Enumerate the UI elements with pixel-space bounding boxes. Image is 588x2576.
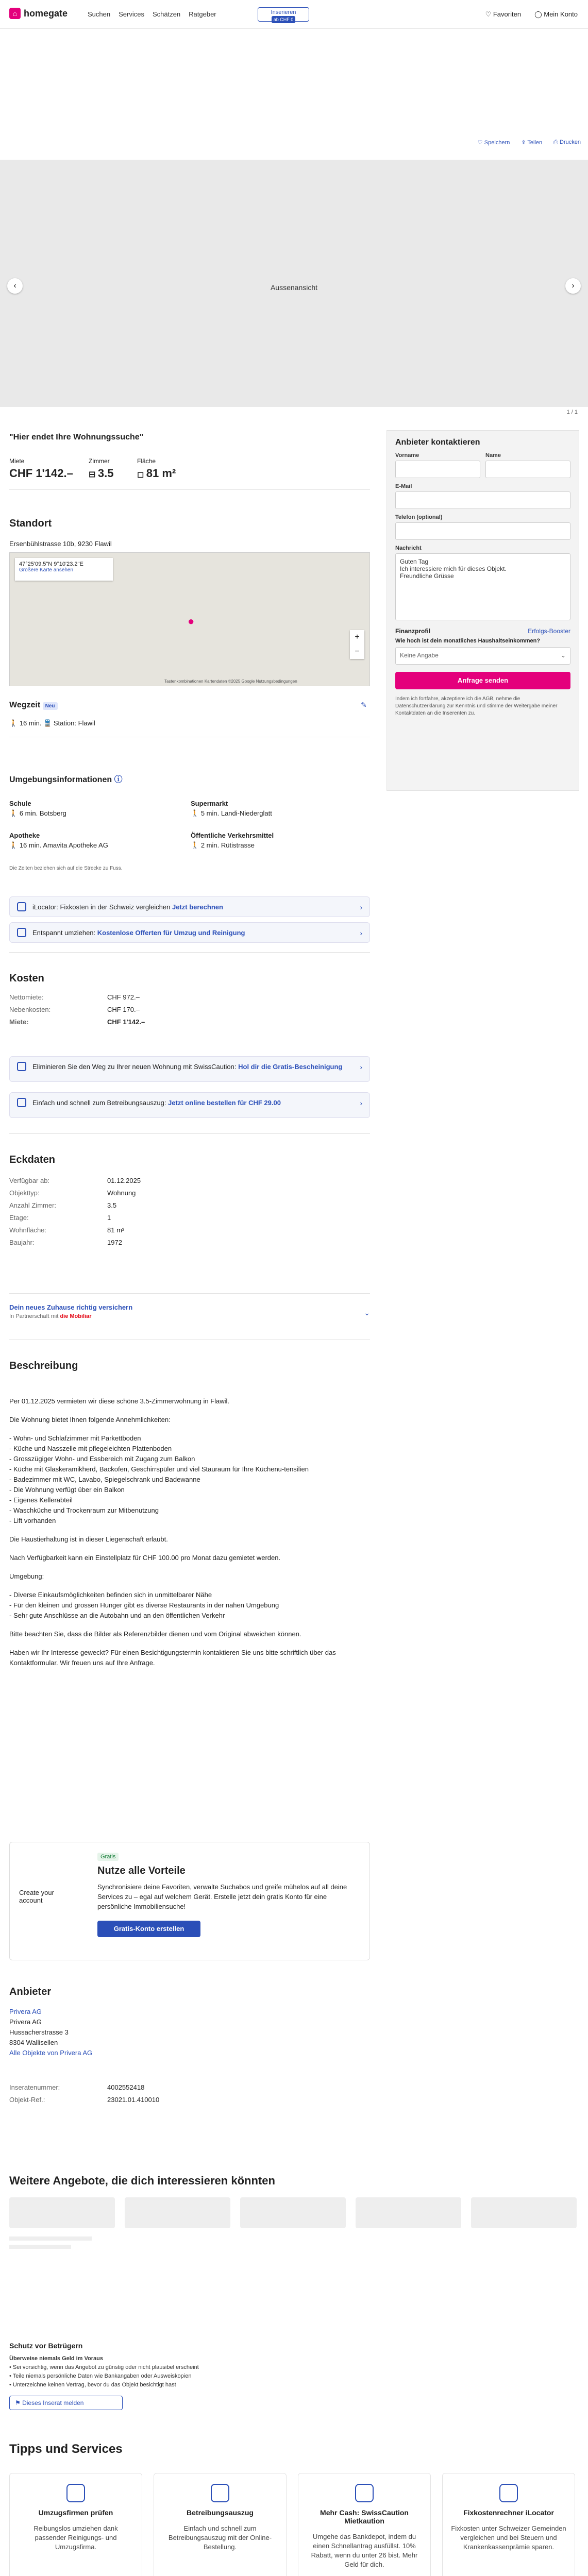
map-zoom-controls [350, 630, 364, 659]
insert-button[interactable]: Inserieren ab CHF 0 [258, 7, 309, 22]
cash-icon [355, 2484, 374, 2502]
rent-value: CHF 1'142.– [9, 467, 73, 480]
offer-placeholder[interactable] [356, 2197, 461, 2228]
surrounding-pharmacy: Apotheke 🚶 16 min. Amavita Apotheke AG [9, 832, 108, 849]
create-account-button[interactable]: Gratis-Konto erstellen [97, 1921, 200, 1937]
walk-icon: 🚶 [9, 841, 20, 849]
offer-placeholder-line [9, 2236, 92, 2241]
truck-icon [66, 2484, 85, 2502]
surroundings-note: Die Zeiten beziehen sich auf die Strecke zu Fuss. [9, 866, 123, 871]
area-label: Fläche [137, 457, 156, 465]
main-nav [88, 10, 216, 18]
image-gallery[interactable] [0, 160, 588, 407]
fraud-title: Schutz vor Betrügern [9, 2342, 83, 2350]
favorites-link[interactable]: ♡ Favoriten [485, 10, 522, 18]
info-icon[interactable]: ⓘ [114, 775, 123, 784]
detail-row: Verfügbar ab: 01.12.2025 [9, 1177, 141, 1184]
finance-booster-link[interactable]: Erfolgs-Booster [528, 628, 570, 635]
nav-estimate[interactable]: Schätzen [152, 10, 181, 18]
advertiser-title: Anbieter [9, 1986, 52, 1997]
surroundings-title: Umgebungsinformationen ⓘ [9, 775, 123, 784]
walk-icon: 🚶 [9, 719, 20, 727]
save-button[interactable]: ♡ Speichern [477, 140, 510, 146]
walk-icon: 🚶 [191, 809, 201, 817]
first-name-input[interactable] [395, 461, 480, 478]
truck-icon [17, 928, 26, 937]
account-promo-text: Synchronisiere deine Favoriten, verwalte Suchabos und greife mühelos auf all deine Services zu – egal auf welchem Gerät. Erstelle jetzt dein gratis Konto für eine persönliche Immobiliensuche! [97, 1883, 347, 1910]
user-icon: ◯ [534, 10, 544, 18]
phone-input[interactable] [395, 522, 570, 540]
flag-icon: ⚑ [15, 2399, 23, 2406]
document-icon [211, 2484, 229, 2502]
gallery-prev-button[interactable] [7, 278, 23, 294]
free-badge: Gratis [97, 1853, 119, 1861]
detail-row: Wohnfläche: 81 m² [9, 1226, 125, 1234]
insurance-banner[interactable]: Dein neues Zuhause richtig versichern In Partnerschaft mit die Mobiliar ⌄ [9, 1303, 370, 1319]
share-icon: ⇪ [521, 140, 528, 146]
rent-label: Miete [9, 457, 25, 465]
chevron-down-icon: ⌄ [560, 652, 566, 659]
location-title: Standort [9, 518, 52, 529]
map-pin-icon: ● [188, 615, 195, 628]
advertiser-row: Inseratenummer: 4002552418 [9, 2083, 145, 2091]
chevron-right-icon: › [360, 929, 362, 937]
account-promo-title: Nutze alle Vorteile [97, 1865, 186, 1876]
chevron-right-icon: › [360, 903, 362, 911]
walk-icon: 🚶 [9, 809, 20, 817]
promo-ilocator[interactable]: iLocator: Fixkosten in der Schweiz vergleichen Jetzt berechnen › [9, 896, 370, 917]
map[interactable] [9, 552, 370, 686]
site-header [0, 0, 588, 29]
offer-placeholder[interactable] [9, 2197, 115, 2228]
account-promo [9, 1842, 370, 1960]
walk-icon: 🚶 [191, 841, 201, 849]
calculator-icon [17, 902, 26, 911]
gallery-counter: 1 / 1 [566, 409, 578, 415]
nav-search[interactable]: Suchen [88, 10, 111, 18]
chevron-left-icon: ‹ [13, 281, 16, 290]
chevron-down-icon: ⌄ [364, 1309, 370, 1317]
more-offers-title: Weitere Angebote, die dich interessieren könnten [9, 2174, 275, 2187]
details-title: Eckdaten [9, 1154, 55, 1165]
email-input[interactable] [395, 492, 570, 509]
description-title: Beschreibung [9, 1360, 78, 1371]
offer-placeholder[interactable] [125, 2197, 230, 2228]
account-link[interactable]: ◯ Mein Konto [534, 10, 578, 18]
account-promo-left: Create your account [19, 1889, 54, 1904]
more-offers-carousel[interactable] [9, 2197, 579, 2275]
listing-actions [478, 139, 581, 146]
costs-table [9, 991, 215, 1028]
zoom-out-button[interactable]: − [355, 647, 360, 656]
edit-route-icon[interactable]: ✎ [361, 701, 367, 709]
offer-placeholder[interactable] [471, 2197, 577, 2228]
door-icon: ⊟ [89, 470, 98, 479]
advertiser-info: Privera AG Privera AG Hussacherstrasse 3 8304 Wallisellen Alle Objekte von Privera AG [9, 2007, 92, 2058]
new-badge: Neu [43, 702, 58, 710]
advertiser-table [9, 2081, 215, 2106]
insert-badge: ab CHF 0 [272, 16, 296, 23]
document-icon [17, 1062, 26, 1071]
last-name-input[interactable] [485, 461, 570, 478]
chevron-right-icon: › [572, 281, 575, 290]
detail-row: Etage: 1 [9, 1214, 111, 1222]
print-button[interactable]: ⎙ Drucken [553, 139, 581, 145]
cost-row: Miete: CHF 1'142.– [9, 1018, 145, 1026]
message-textarea[interactable]: Guten Tag Ich interessiere mich für dieses Objekt. Freundliche Grüsse [395, 553, 570, 620]
advertiser-row: Objekt-Ref.: 23021.01.410010 [9, 2096, 160, 2104]
detail-row: Anzahl Zimmer: 3.5 [9, 1201, 117, 1209]
listing-title: "Hier endet Ihre Wohnungssuche" [9, 433, 144, 442]
contact-legal: Indem ich fortfahre, akzeptiere ich die AGB, nehme die Datenschutzerklärung zur Kenntnis und stimme der Weitergabe meiner Kontaktdaten an die Inserenten zu. [395, 696, 558, 716]
description-text: Per 01.12.2025 vermieten wir diese schöne 3.5-Zimmerwohnung in Flawil. Die Wohnung bietet Ihnen folgende Annehmlichkeiten: - Wohn- und Schlafzimmer mit Parkettboden - Küche und Nasszelle mit pflegeleichten Plattenboden - Grosszügiger Wohn- und Essbereich mit Zugang zum Balkon - Küche mit Glaskeramikherd, Backofen, Geschirrspüler und viel Stauraum für Ihre Küchenu-tensilien - Badezimmer mit WC, Lavabo, Spiegelschrank und Badewanne - Die Wohnung verfügt über ein Balkon - Eigenes Kellerabteil - Waschküche und Trockenraum zur Mitbenutzung - Lift vorhanden Die Haustierhaltung ist in dieser Liegenschaft erlaubt. Nach Verfügbarkeit kann ein Einstellplatz für CHF 100.00 pro Monat dazu gemietet werden. Umgebung: - Diverse Einkaufsmöglichkeiten befinden sich in unmittelbarer Nähe - Für den kleinen und grossen Hunger gibt es diverse Restaurants in der nahen Umgebung - Sehr gute Anschlüsse an die Autobahn und an den öffentlichen Verkehr Bitte beachten Sie, dass die Bilder als Referenzbilder dienen und vom Original abweichen können. Haben wir Ihr Interesse geweckt? Für einen Besichtigungstermin kontaktieren Sie uns bitte schriftlich über das Kontaktformular. Wir freuen uns auf Ihre Anfrage. [9, 1397, 336, 1667]
detail-row: Baujahr: 1972 [9, 1239, 122, 1246]
tip-card-deposit: Mehr Cash: SwissCaution Mietkaution Umgehe das Bankdepot, indem du einen Schnellantrag ausfüllst. 10% Rabatt, wenn du unter 26 bist. Mehr Geld für dich. [298, 2473, 431, 2576]
map-info-box [15, 558, 113, 581]
surrounding-transport: Öffentliche Verkehrsmittel 🚶 2 min. Rütistrasse [191, 832, 274, 849]
area-icon: ◻ [137, 470, 146, 479]
cost-row: Nebenkosten: CHF 170.– [9, 1006, 140, 1013]
nav-guide[interactable]: Ratgeber [189, 10, 216, 18]
all-objects-link[interactable]: Alle Objekte von Privera AG [9, 2049, 93, 2057]
details-table [9, 1175, 215, 1249]
bigger-map-link[interactable]: Größere Karte ansehen [19, 567, 74, 573]
gallery-label: Aussenansicht [270, 283, 318, 292]
contact-title: Anbieter kontaktieren [395, 438, 480, 447]
costs-title: Kosten [9, 973, 44, 984]
area-value: ◻ 81 m² [137, 467, 176, 480]
chevron-right-icon: › [360, 1063, 362, 1071]
promo-swisscaution[interactable]: Eliminieren Sie den Weg zu Ihrer neuen Wohnung mit SwissCaution: Hol dir die Gratis-Bescheinigung › [9, 1056, 370, 1082]
home-icon: ⌂ [9, 8, 21, 19]
train-icon: 🚆 [43, 719, 54, 727]
print-icon: ⎙ [553, 139, 560, 145]
heart-icon: ♡ [485, 10, 493, 18]
income-select[interactable]: Keine Angabe ⌄ [395, 647, 570, 665]
route-title: Wegzeit Neu [9, 701, 58, 710]
mobiliar-logo: die Mobiliar [60, 1313, 92, 1319]
zoom-in-button[interactable]: + [355, 633, 360, 641]
report-listing-button[interactable]: ⚑ Dieses Inserat melden [9, 2396, 123, 2410]
document-icon [17, 1098, 26, 1107]
surrounding-supermarket: Supermarkt 🚶 5 min. Landi-Niederglatt [191, 800, 272, 817]
gallery-next-button[interactable] [565, 278, 581, 294]
share-button[interactable]: ⇪ Teilen [521, 140, 543, 146]
promo-extract[interactable]: Einfach und schnell zum Betreibungsauszug: Jetzt online bestellen für CHF 29.00 › [9, 1092, 370, 1118]
send-request-button[interactable]: Anfrage senden [395, 672, 570, 689]
offer-placeholder-line [9, 2245, 71, 2249]
homegate-logo[interactable]: ⌂ homegate [9, 8, 68, 19]
detail-row: Objekttyp: Wohnung [9, 1189, 136, 1197]
rooms-value: ⊟ 3.5 [89, 467, 114, 480]
offer-placeholder[interactable] [240, 2197, 346, 2228]
tips-title: Tipps und Services [9, 2442, 123, 2456]
nav-services[interactable]: Services [119, 10, 144, 18]
address: Ersenbühlstrasse 10b, 9230 Flawil [9, 540, 112, 548]
tip-card-ilocator: Fixkostenrechner iLocator Fixkosten unter Schweizer Gemeinden vergleichen und bei Steuern und Krankenkassenprämie sparen. [442, 2473, 575, 2576]
map-coords: 47°25'09.5"N 9°10'23.2"E [19, 561, 83, 567]
cost-row: Nettomiete: CHF 972.– [9, 993, 140, 1001]
contact-form: Anbieter kontaktieren Vorname Name E-Mail Telefon (optional) Nachricht Guten Tag Ich interessiere mich für dieses Objekt. Freundliche Grüsse Finanzprofil Erfolgs-Booster Wie hoch ist dein monatliches Haushaltseinkommen? Keine Angabe ⌄ Anfrage senden Indem ich fortfahre, akzeptiere ich die AGB, nehme die Datenschutzerklärung zur Kenntnis und stimme der Weitergabe meiner Kontaktdaten an die Inserenten zu. [387, 430, 579, 791]
advertiser-link[interactable]: Privera AG [9, 2008, 42, 2015]
tip-card-moving: Umzugsfirmen prüfen Reibungslos umziehen dank passender Reinigungs- und Umzugsfirma. [9, 2473, 142, 2576]
map-credit: Tastenkombinationen Kartendaten ©2025 Google Nutzungsbedingungen [164, 679, 297, 684]
promo-moving[interactable]: Entspannt umziehen: Kostenlose Offerten für Umzug und Reinigung › [9, 922, 370, 943]
route-info: 🚶 16 min. 🚆 Station: Flawil [9, 719, 95, 727]
heart-icon: ♡ [477, 140, 484, 146]
surrounding-school: Schule 🚶 6 min. Botsberg [9, 800, 66, 817]
tip-card-extract: Betreibungsauszug Einfach und schnell zum Betreibungsauszug mit der Online-Bestellung. [154, 2473, 287, 2576]
fraud-list: Überweise niemals Geld im Voraus • Sei vorsichtig, wenn das Angebot zu günstig oder nicht plausibel erscheint • Teile niemals persönliche Daten wie Bankangaben oder Ausweiskopien • Unterzeichne keinen Vertrag, bevor du das Objekt besichtigt hast [9, 2355, 199, 2388]
calculator-icon [499, 2484, 518, 2502]
rooms-label: Zimmer [89, 457, 110, 465]
chevron-right-icon: › [360, 1099, 362, 1107]
